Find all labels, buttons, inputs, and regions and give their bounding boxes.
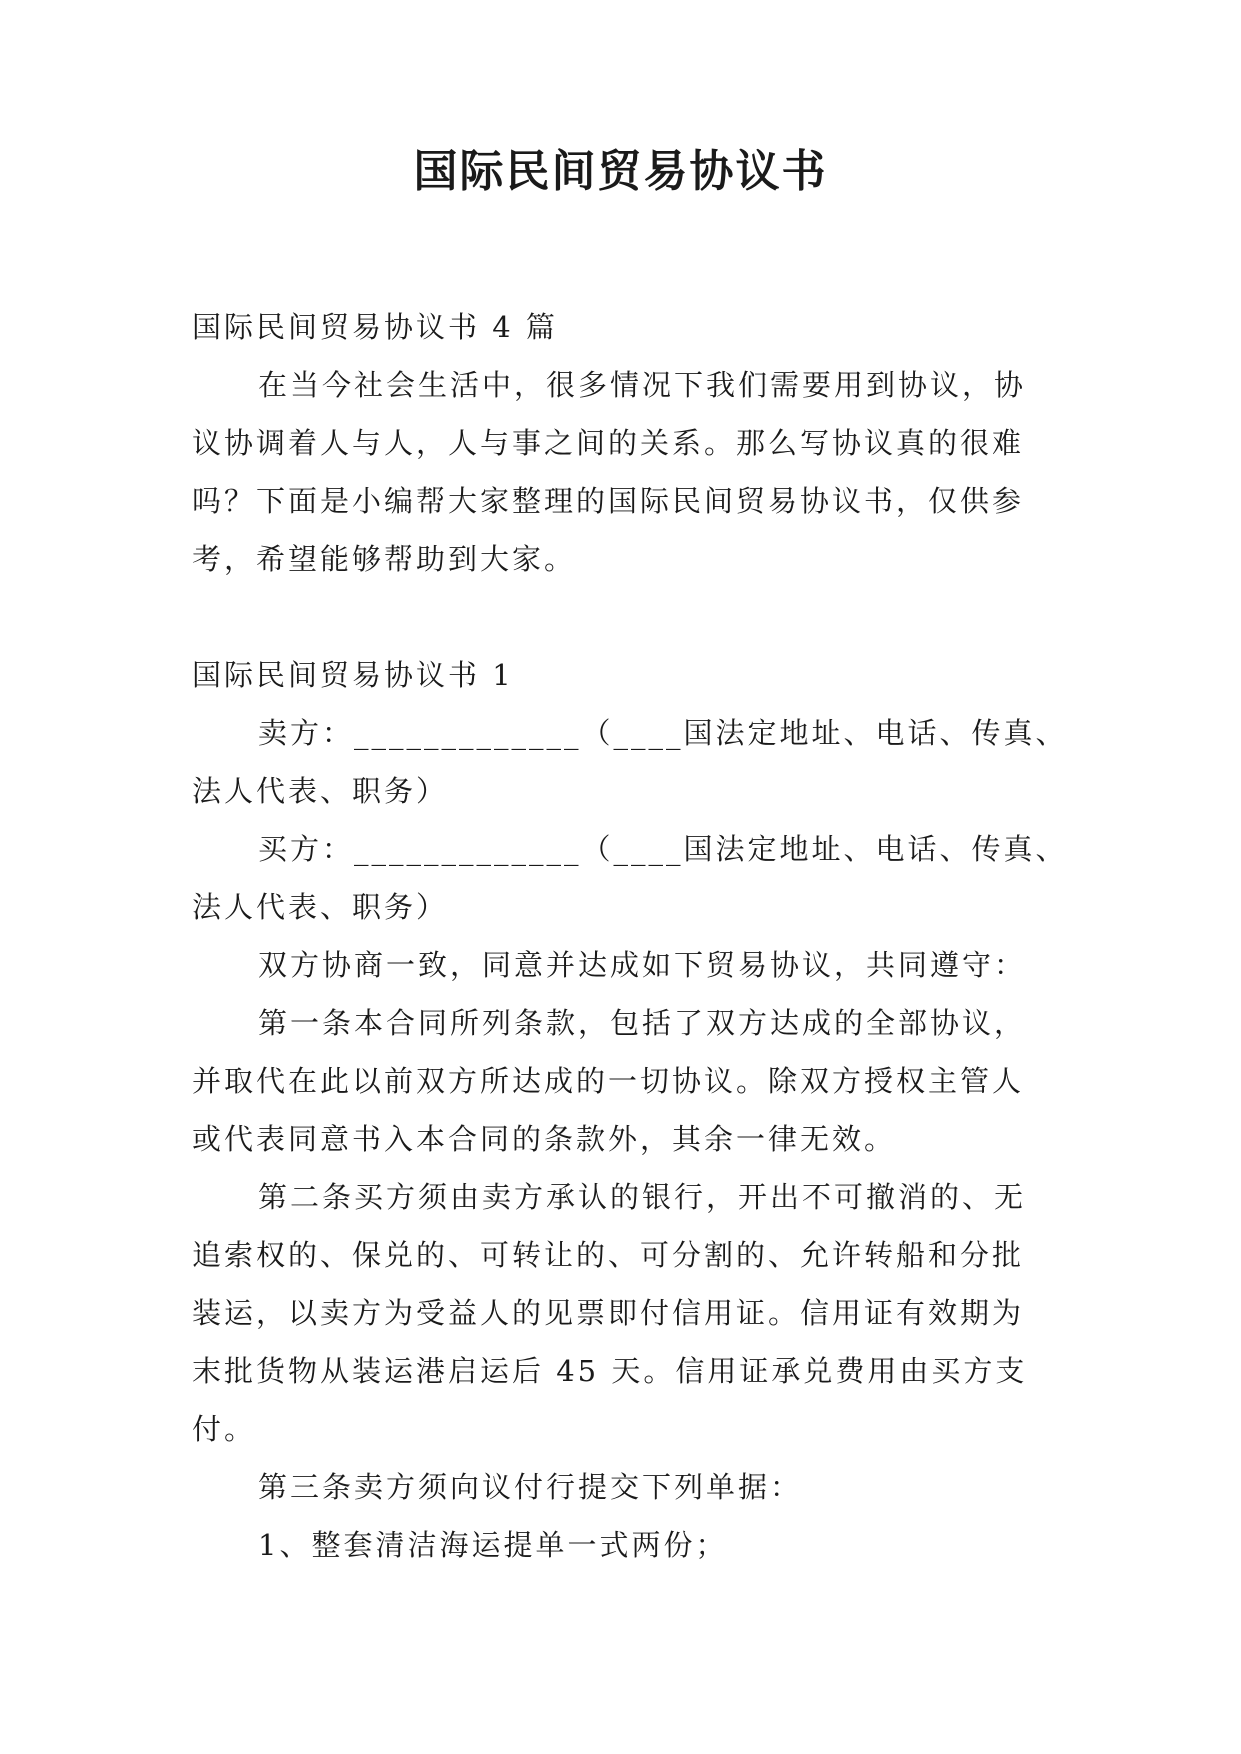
article-2-line: 追索权的、保兑的、可转让的、可分割的、允许转船和分批	[192, 1238, 1025, 1272]
article-1-line: 第一条本合同所列条款，包括了双方达成的全部协议，	[258, 1006, 1027, 1040]
article-2-line: 付。	[192, 1412, 257, 1446]
paragraph-line: 在当今社会生活中，很多情况下我们需要用到协议，协	[258, 368, 1027, 402]
paragraph-line: 考，希望能够帮助到大家。	[192, 542, 577, 576]
article-2-line: 末批货物从装运港启运后 45 天。信用证承兑费用由买方支	[192, 1354, 1028, 1388]
buyer-line-cont: 法人代表、职务）	[192, 890, 449, 924]
section-heading: 国际民间贸易协议书 1	[192, 658, 514, 692]
article-2-line: 第二条买方须由卖方承认的银行，开出不可撤消的、无	[258, 1180, 1027, 1214]
seller-line: 卖方：_____________（____国法定地址、电话、传真、	[258, 716, 1068, 750]
subtitle-line: 国际民间贸易协议书 4 篇	[192, 310, 558, 344]
article-2-line: 装运，以卖方为受益人的见票即付信用证。信用证有效期为	[192, 1296, 1025, 1330]
agreement-intro: 双方协商一致，同意并达成如下贸易协议，共同遵守：	[258, 948, 1027, 982]
document-body	[192, 298, 1072, 1574]
article-1-line: 或代表同意书入本合同的条款外，其余一律无效。	[192, 1122, 897, 1156]
buyer-line: 买方：_____________（____国法定地址、电话、传真、	[258, 832, 1068, 866]
document-title: 国际民间贸易协议书	[413, 146, 828, 197]
paragraph-line: 吗？下面是小编帮大家整理的国际民间贸易协议书，仅供参	[192, 484, 1025, 518]
list-item: 1、整套清洁海运提单一式两份；	[258, 1528, 728, 1562]
article-1-line: 并取代在此以前双方所达成的一切协议。除双方授权主管人	[192, 1064, 1025, 1098]
seller-line-cont: 法人代表、职务）	[192, 774, 449, 808]
paragraph-line: 议协调着人与人，人与事之间的关系。那么写协议真的很难	[192, 426, 1025, 460]
blank-line	[192, 588, 1072, 646]
article-3-line: 第三条卖方须向议付行提交下列单据：	[258, 1470, 803, 1504]
